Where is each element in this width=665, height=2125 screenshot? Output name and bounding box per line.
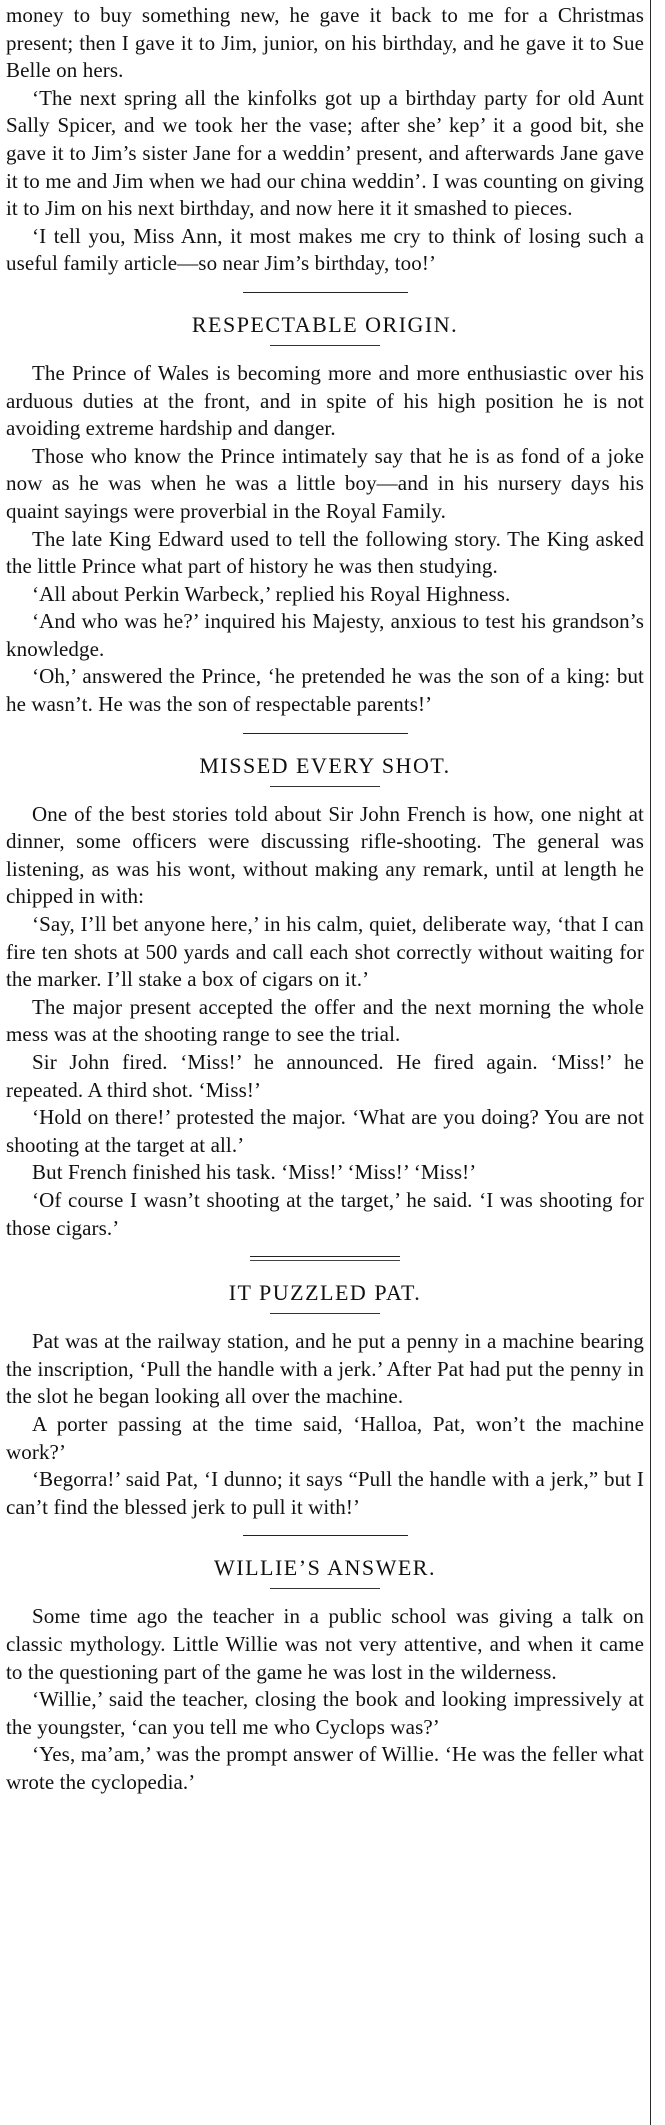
article-willies-answer [6,1554,644,1796]
article-paragraph: One of the best stories told about Sir John French is how, one night at dinner, some officers were discussing rifle-shooting. The general was listening, as was his wont, without making any remark, until at length he chipped in with: [6,801,644,909]
article-paragraph: ‘All about Perkin Warbeck,’ replied his Royal Highness. [32,581,511,606]
article-paragraph: ‘Willie,’ said the teacher, closing the book and looking impressively at the youngster, ‘can you tell me who Cyclops was?’ [6,1687,644,1739]
article-paragraph: The Prince of Wales is becoming more and more enthusiastic over his arduous duties at the front, and in spite of his high position he is not avoiding extreme hardship and danger. [6,360,644,441]
article-paragraph: ‘Of course I wasn’t shooting at the target,’ he said. ‘I was shooting for those cigars.’ [6,1187,644,1240]
article-paragraph: ‘Hold on there!’ protested the major. ‘What are you doing? You are not shooting at the target at all.’ [6,1105,644,1157]
intro-paragraph: money to buy something new, he gave it back to me for a Christmas present; then I gave it to Jim, junior, on his birthday, and he gave it to Sue Belle on hers. [6,3,644,83]
article-paragraph: Pat was at the railway station, and he put a penny in a machine bearing the inscription, ‘Pull the handle with a jerk.’ After Pat had put the penny in the slot he began looking all over the machine. [6,1329,644,1409]
article-paragraph: Some time ago the teacher in a public school was giving a talk on classic mythology. Little Willie was not very attentive, and when it came to the questioning part of the game he was lost in the wilderness. [6,1604,644,1684]
article-title: WILLIE’S ANSWER. [214,1555,436,1581]
title-underline [270,1588,380,1589]
section-divider [243,733,408,734]
article-missed-every-shot [6,752,644,1262]
intro-paragraph: ‘I tell you, Miss Ann, it most makes me cry to think of losing such a useful family article—so near Jim’s birthday, too!’ [6,223,644,276]
article-paragraph: ‘Yes, ma’am,’ was the prompt answer of Willie. ‘He was the feller what wrote the cyclopedia.’ [6,1742,644,1794]
section-divider [250,1256,400,1261]
newspaper-column [6,0,651,2125]
article-paragraph: ‘Begorra!’ said Pat, ‘I dunno; it says “Pull the handle with a jerk,” but I can’t find the blessed jerk to pull it with!’ [6,1467,644,1519]
article-paragraph: The major present accepted the offer and the next morning the whole mess was at the shooting range to see the trial. [6,994,644,1047]
article-title: RESPECTABLE ORIGIN. [191,311,459,337]
intro-section [6,2,644,293]
title-underline [270,786,380,787]
section-divider [243,1535,408,1536]
article-paragraph: ‘Say, I’ll bet anyone here,’ in his calm, quiet, deliberate way, ‘that I can fire ten shots at 500 yards and call each shot correctly without waiting for the marker. I’ll stake a box of cigars on it.’ [6,912,644,992]
article-paragraph: ‘Oh,’ answered the Prince, ‘he pretended he was the son of a king: but he wasn’t. He was the son of respectable parents!’ [6,664,644,717]
article-respectable-origin [6,311,644,734]
article-paragraph: ‘And who was he?’ inquired his Majesty, anxious to test his grandson’s knowledge. [6,609,644,661]
article-title: MISSED EVERY SHOT. [199,752,451,778]
article-paragraph: Sir John fired. ‘Miss!’ he announced. He fired again. ‘Miss!’ he repeated. A third shot. ‘Miss!’ [6,1050,644,1102]
article-paragraph: Those who know the Prince intimately say that he is as fond of a joke now as he was when he was a little boy—and in his nursery days his quaint sayings were proverbial in the Royal Family. [6,443,644,523]
article-paragraph: The late King Edward used to tell the following story. The King asked the little Prince what part of history he was then studying. [6,526,644,579]
title-underline [270,345,380,346]
section-divider [243,292,408,293]
title-underline [270,1313,380,1314]
article-it-puzzled-pat [6,1279,644,1536]
article-paragraph: A porter passing at the time said, ‘Halloa, Pat, won’t the machine work?’ [6,1411,644,1464]
intro-paragraph: ‘The next spring all the kinfolks got up a birthday party for old Aunt Sally Spicer, and we took her the vase; after she’ kep’ it a good bit, she gave it to Jim’s sister Jane for a weddin’ present, and afterwards Jane gave it to me and Jim when we had our china weddin’. I was counting on giving it to Jim on his next birthday, and now here it it smashed to pieces. [6,85,644,221]
article-paragraph: But French finished his task. ‘Miss!’ ‘Miss!’ ‘Miss!’ [32,1160,477,1185]
article-title: IT PUZZLED PAT. [228,1280,422,1306]
